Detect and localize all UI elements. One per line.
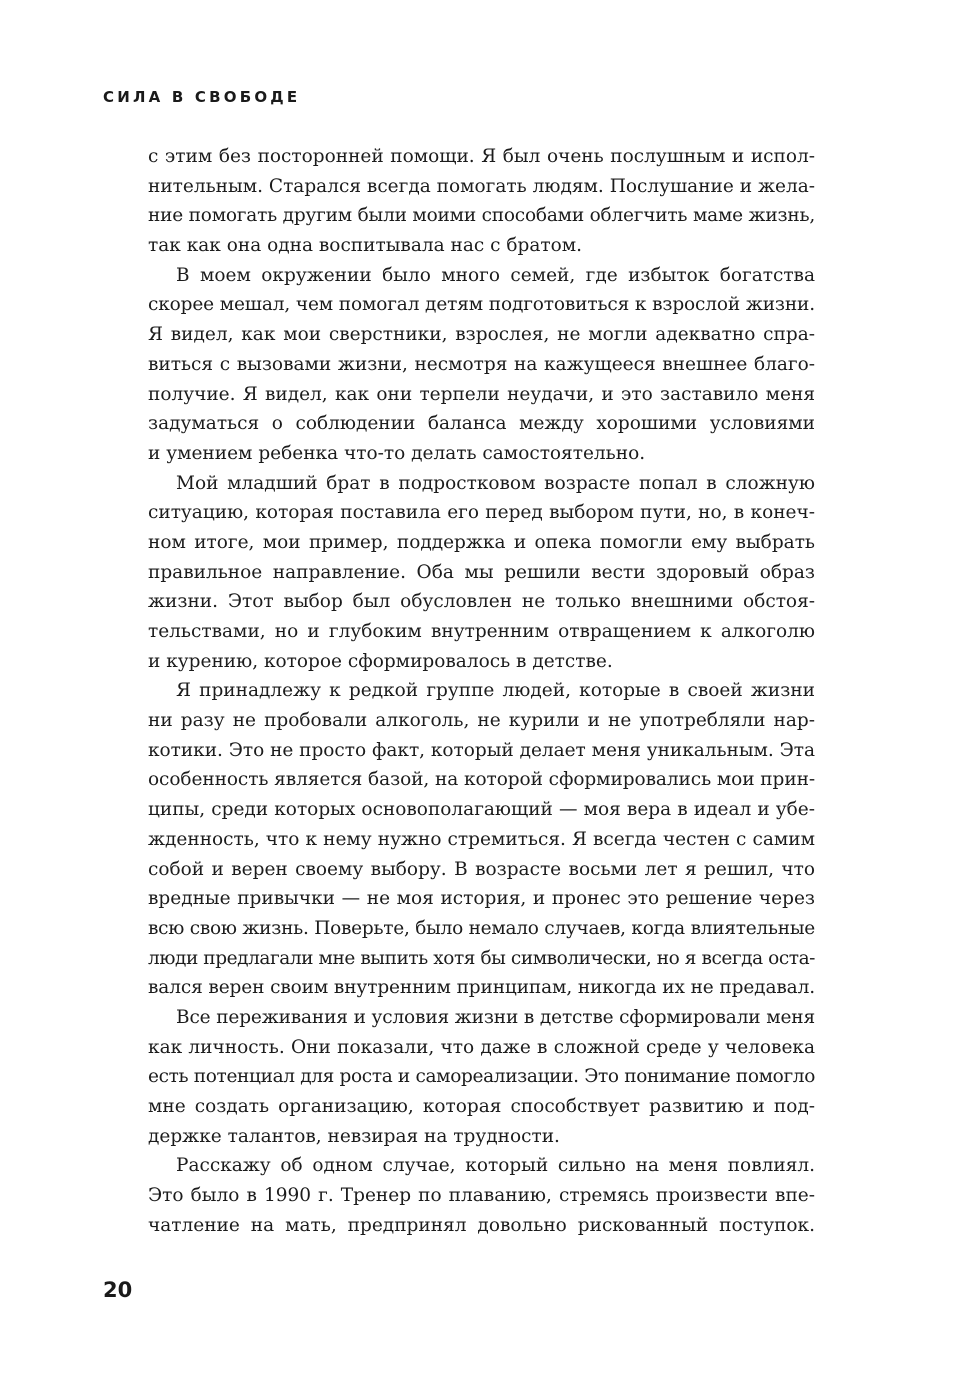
text-line: Мой младший брат в подростковом возрасте попал в сложную (176, 472, 815, 494)
text-line: ни разу не пробовали алкоголь, не курили и не употребляли нар- (148, 710, 815, 732)
text-line: чатление на мать, предпринял довольно рискованный поступок. (148, 1214, 815, 1236)
text-line: нительным. Старался всегда помогать людям. Послушание и жела- (148, 175, 815, 197)
text-line: как личность. Они показали, что даже в сложной среде у человека (148, 1036, 815, 1058)
paragraph-4 (148, 676, 815, 1003)
text-line: скорее мешал, чем помогал детям подготовиться к взрослой жизни. (148, 294, 815, 316)
text-line: особенность является базой, на которой сформировались мои прин- (148, 769, 815, 791)
text-line: Я принадлежу к редкой группе людей, которые в своей жизни (176, 680, 815, 702)
text-line: правильное направление. Оба мы решили вести здоровый образ (148, 561, 815, 583)
paragraph-6 (148, 1151, 815, 1240)
text-line: ципы, среди которых основополагающий — моя вера в идеал и убе- (148, 799, 815, 821)
paragraph-2 (148, 261, 815, 469)
text-line: задуматься о соблюдении баланса между хорошими условиями (148, 413, 815, 435)
text-line: так как она одна воспитывала нас с братом. (148, 235, 583, 257)
text-line: есть потенциал для роста и самореализации. Это понимание помогло (148, 1066, 815, 1088)
text-line: Все переживания и условия жизни в детстве сформировали меня (176, 1006, 815, 1028)
text-line: Я видел, как мои сверстники, взрослея, не могли адекватно спра- (148, 324, 815, 346)
text-line: тельствами, но и глубоким внутренним отвращением к алкоголю (148, 621, 815, 642)
text-line: люди предлагали мне выпить хотя бы символически, но я всегда оста- (148, 947, 815, 969)
text-line: В моем окружении было много семей, где избыток богатства (176, 264, 815, 286)
text-line: и курению, которое сформировалось в детстве. (148, 650, 613, 672)
page-number: 20 (103, 1278, 133, 1302)
text-line: собой и верен своему выбору. В возрасте восьми лет я решил, что (148, 858, 815, 880)
text-line: с этим без посторонней помощи. Я был очень послушным и испол- (148, 146, 815, 167)
text-line: котики. Это не просто факт, который делает меня уникальным. Эта (148, 739, 815, 761)
paragraph-5 (148, 1003, 815, 1151)
text-line: и умением ребенка что-то делать самостоятельно. (148, 442, 646, 464)
text-line: виться с вызовами жизни, несмотря на кажущееся внешнее благо- (148, 353, 815, 375)
text-line: вался верен своим внутренним принципам, никогда их не предавал. (148, 977, 815, 999)
text-line: жденность, что к нему нужно стремиться. Я всегда честен с самим (148, 828, 815, 850)
paragraph-1 (148, 142, 815, 261)
text-line: мне создать организацию, которая способствует развитию и под- (148, 1096, 815, 1117)
text-line: держке талантов, невзирая на трудности. (148, 1125, 560, 1147)
text-line: жизни. Этот выбор был обусловлен не только внешними обстоя- (148, 591, 815, 613)
text-line: вредные привычки — не моя история, и пронес это решение через (148, 888, 815, 910)
text-line: получие. Я видел, как они терпели неудачи, и это заставило меня (148, 383, 815, 405)
paragraph-3 (148, 469, 815, 677)
body-text (148, 142, 815, 1240)
text-line: всю свою жизнь. Поверьте, было немало случаев, когда влиятельные (148, 917, 815, 939)
text-line: ном итоге, мои пример, поддержка и опека помогли ему выбрать (148, 531, 815, 553)
text-line: ние помогать другим были моими способами облегчить маме жизнь, (148, 205, 815, 227)
text-line: Это было в 1990 г. Тренер по плаванию, стремясь произвести впе- (148, 1185, 815, 1207)
text-line: ситуацию, которая поставила его перед выбором пути, но, в конеч- (148, 502, 815, 524)
text-line: Расскажу об одном случае, который сильно на меня повлиял. (176, 1155, 815, 1177)
running-head: СИЛА В СВОБОДЕ (103, 88, 301, 106)
